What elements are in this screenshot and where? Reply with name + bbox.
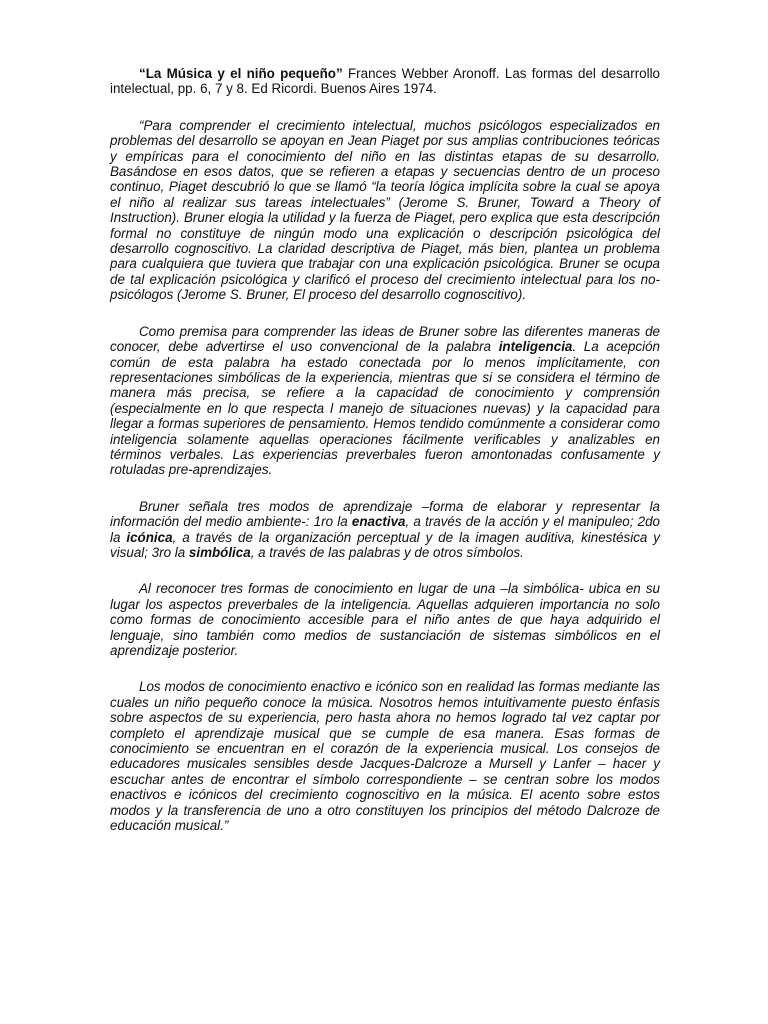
paragraph-3-text-d: , a través de las palabras y de otros símbolos. xyxy=(250,544,524,560)
citation-heading xyxy=(110,66,660,97)
paragraph-5: Los modos de conocimiento enactivo e icónico son en realidad las formas mediante las cuales un niño pequeño conoce la música. Nosotros hemos intuitivamente puesto énfasis sobre aspectos de su experiencia, pero hasta ahora no hemos logrado tal vez captar por completo el aprendizaje musical que se cumple de esa manera. Esas formas de conocimiento se encuentran en el corazón de la experiencia musical. Los consejos de educadores musicales sensibles desde Jacques-Dalcroze a Mursell y Lanfer – hacer y escuchar antes de encontrar el símbolo correspondiente – se centran sobre los modos enactivos e icónicos del crecimiento cognoscitivo en la música. El acento sobre estos modos y la transferencia de uno a otro constituyen los principios del método Dalcroze de educación musical.” xyxy=(110,679,660,834)
term-simbolica: simbólica xyxy=(188,544,251,560)
document-body xyxy=(110,66,660,833)
citation-text: Frances Webber Aronoff. Las formas del desarrollo intelectual, pp. 6, 7 y 8. Ed Ricordi. Buenos Aires 1974. xyxy=(110,66,660,97)
term-inteligencia: inteligencia xyxy=(498,339,573,355)
paragraph-3-text-c: , a través de la organización perceptual y de la imagen auditiva, kinestésica y visual; 3ro la xyxy=(110,529,660,560)
paragraph-2-text-a: Como premisa para comprender las ideas de Bruner sobre las diferentes maneras de conocer, debe advertirse el uso convencional de la palabra xyxy=(110,323,660,355)
paragraph-4: Al reconocer tres formas de conocimiento en lugar de una –la simbólica- ubica en su lugar los aspectos preverbales de la inteligencia. Aquellas adquieren importancia no solo como formas de conocimiento accesible para el niño antes de que haya adquirido el lenguaje, sino también como medios de sustanciación de sistemas simbólicos en el aprendizaje posterior. xyxy=(110,581,660,658)
paragraph-1: “Para comprender el crecimiento intelectual, muchos psicólogos especializados en problemas del desarrollo se apoyan en Jean Piaget por sus amplias contribuciones teóricas y empíricas para el conocimiento del niño en las distintas etapas de su desarrollo. Basándose en esos datos, que se refieren a etapas y secuencias dentro de un proceso continuo, Piaget descubrió lo que se llamó “la teoría lógica implícita sobre la cual se apoya el niño al realizar sus tareas intelectuales” (Jerome S. Bruner, Toward a Theory of Instruction). Bruner elogia la utilidad y la fuerza de Piaget, pero explica que esta descripción formal no constituye de ningún modo una explicación o descripción psicológica del desarrollo cognoscitivo. La claridad descriptiva de Piaget, más bien, plantea un problema para cualquiera que tuviera que trabajar con una explicación psicológica. Bruner se ocupa de tal explicación psicológica y clarificó el proceso del crecimiento intelectual para los no-psicólogos (Jerome S. Bruner, El proceso del desarrollo cognoscitivo). xyxy=(110,117,660,303)
paragraph-2-text-b: . La acepción común de esta palabra ha estado conectada por lo menos implícitamente, con representaciones simbólicas de la experiencia, mientras que si se considera el término de manera más precisa, se refiere a la capacidad de conocimiento y comprensión (especialmente en lo que respecta l manejo de situaciones nuevas) y la capacidad para llegar a formas superiores de pensamiento. Hemos tendido comúnmente a considerar como inteligencia solamente aquellas operaciones fácilmente verificables y analizables en términos verbales. Las experiencias preverbales fueron amontonadas confusamente y rotuladas pre-aprendizajes. xyxy=(110,339,660,478)
paragraph-3-text-b: , a través de la acción y el manipuleo; 2do la xyxy=(110,514,661,545)
paragraph-3-text-a: Bruner señala tres modos de aprendizaje –forma de elaborar y representar la información del medio ambiente-: 1ro la xyxy=(110,498,660,530)
book-title: “La Música y el niño pequeño” xyxy=(139,66,343,81)
term-iconica: icónica xyxy=(126,529,173,545)
term-enactiva: enactiva xyxy=(351,514,406,530)
paragraph-3 xyxy=(110,499,660,561)
paragraph-2 xyxy=(110,324,660,478)
